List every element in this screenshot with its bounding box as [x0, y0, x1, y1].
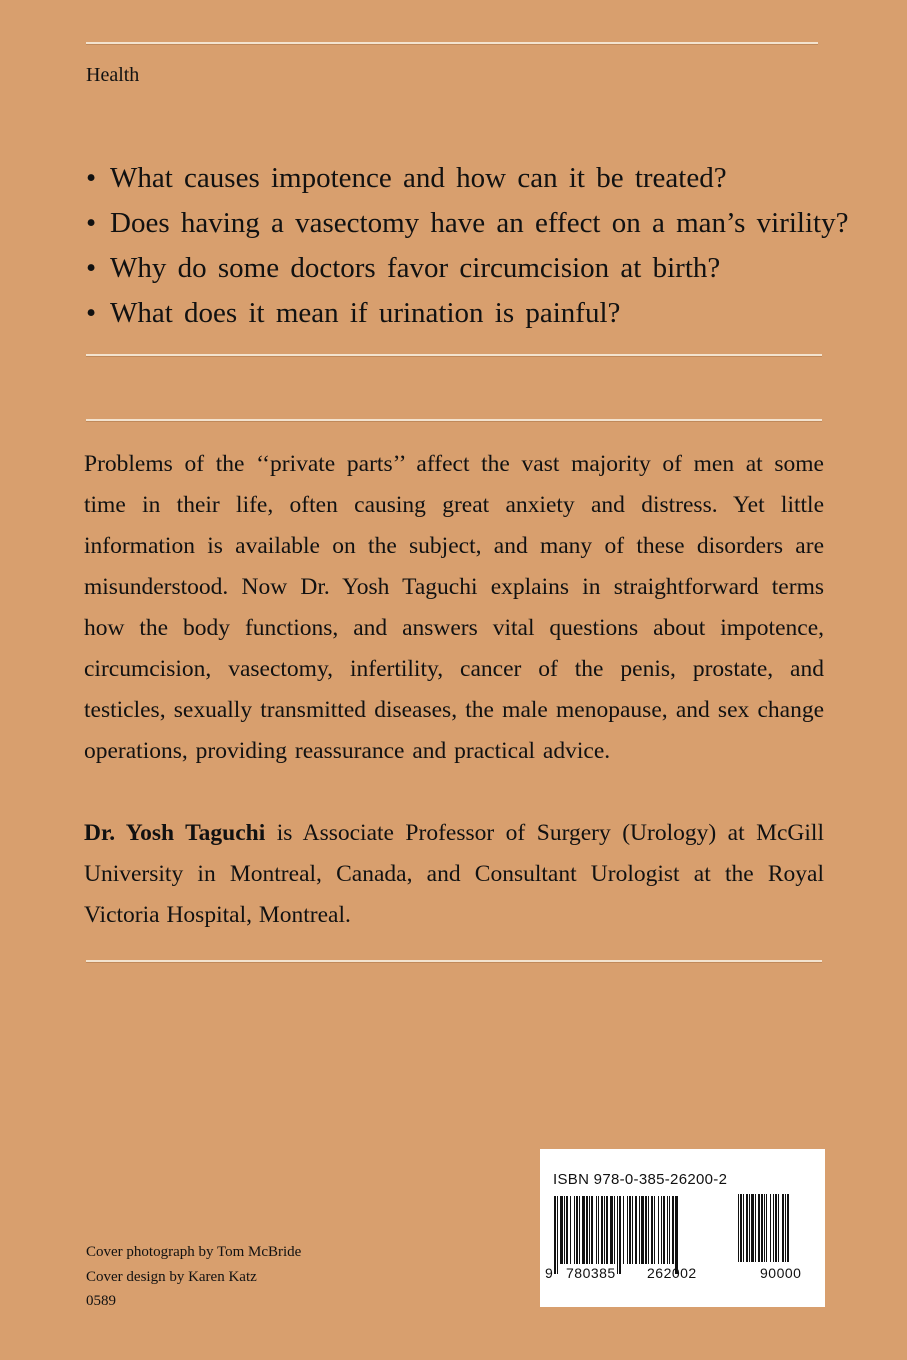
- barcode-addon-bar: [743, 1194, 744, 1262]
- barcode-bar: [641, 1196, 644, 1264]
- barcode-first-digit: 9: [545, 1265, 554, 1281]
- barcode-bar: [596, 1196, 597, 1264]
- category-label: Health: [86, 64, 140, 86]
- bullet-icon: •: [86, 162, 97, 194]
- isbn-label: ISBN 978-0-385-26200-2: [553, 1171, 728, 1188]
- description-top-rule: [86, 419, 822, 421]
- barcode-addon-bar: [755, 1194, 756, 1262]
- question-item: [86, 156, 826, 201]
- barcode-bar: [629, 1196, 631, 1264]
- questions-list: [86, 156, 849, 336]
- barcode-bar: [614, 1196, 615, 1264]
- question-item: [86, 291, 826, 336]
- question-text: Does having a vasectomy have an effect on a man’s virility?: [110, 207, 849, 239]
- barcode-addon-bar: [782, 1194, 784, 1262]
- barcode-addon-bar: [766, 1194, 767, 1262]
- cover-credits: [86, 1240, 301, 1314]
- barcode-bar: [654, 1196, 655, 1264]
- barcode-bar: [566, 1196, 568, 1264]
- barcode-bar: [648, 1196, 649, 1264]
- barcode-bar: [661, 1196, 662, 1264]
- question-text: What causes impotence and how can it be treated?: [110, 162, 727, 194]
- barcode-addon-bar: [740, 1194, 742, 1262]
- catalog-code: 0589: [86, 1293, 116, 1309]
- questions-bottom-rule: [86, 354, 822, 356]
- isbn-barcode: [540, 1149, 825, 1307]
- barcode-addon-bar: [773, 1194, 774, 1262]
- barcode-bar: [564, 1196, 565, 1264]
- barcode-bar: [570, 1196, 571, 1264]
- barcode-bar: [651, 1196, 653, 1264]
- bullet-icon: •: [86, 252, 97, 284]
- barcode-bar: [576, 1196, 578, 1264]
- barcode-addon-bar: [785, 1194, 786, 1262]
- barcode-addon-bar: [778, 1194, 779, 1262]
- author-name: Dr. Yosh Taguchi: [84, 820, 266, 846]
- question-text: What does it mean if urination is painful?: [110, 297, 621, 329]
- question-item: [86, 246, 826, 291]
- barcode-addon-bar: [775, 1194, 777, 1262]
- barcode-bar: [667, 1196, 668, 1264]
- barcode-bar: [591, 1196, 593, 1264]
- barcode-addon-bar: [758, 1194, 760, 1262]
- barcode-addon-bar: [738, 1194, 739, 1262]
- bio-bottom-rule: [86, 960, 822, 962]
- barcode-addon-bar: [746, 1194, 748, 1262]
- photo-credit: Cover photograph by Tom McBride: [86, 1244, 302, 1260]
- bullet-icon: •: [86, 297, 97, 329]
- barcode-bar: [560, 1196, 563, 1264]
- barcode-addon-bar: [749, 1194, 750, 1262]
- barcode-addon-bar: [761, 1194, 763, 1262]
- bullet-icon: •: [86, 207, 97, 239]
- barcode-addon-bar: [751, 1194, 754, 1262]
- barcode-left-digits: 780385: [566, 1265, 616, 1281]
- barcode-bar: [635, 1196, 637, 1264]
- barcode-bar: [604, 1196, 605, 1264]
- barcode-bar: [639, 1196, 640, 1264]
- barcode-bar: [554, 1196, 556, 1274]
- barcode-bar: [586, 1196, 588, 1264]
- author-bio: [84, 813, 824, 936]
- barcode-addon-bar: [787, 1194, 789, 1262]
- question-item: [86, 201, 849, 246]
- barcode-bar: [627, 1196, 628, 1264]
- barcode-bar: [658, 1196, 659, 1264]
- top-rule: [86, 42, 818, 44]
- book-description: Problems of the ‘‘private parts’’ affect the vast majority of men at some time in their life, often causing great anxiety and distress. Yet little information is available on the subject, and many of these disorders are misunderstood. Now Dr. Yosh Taguchi explains in straightforward terms how the body functions, and answers vital questions about impotence, circumcision, vasectomy, infertility, cancer of the penis, prostate, and testicles, sexually transmitted diseases, the male menopause, and sex change operations, providing reassurance and practical advice.: [84, 451, 824, 764]
- barcode-addon-bar: [764, 1194, 765, 1262]
- barcode-bar: [675, 1196, 678, 1274]
- barcode-bar: [601, 1196, 603, 1264]
- barcode-bar: [672, 1196, 674, 1264]
- barcode-bar: [645, 1196, 647, 1264]
- barcode-bar: [669, 1196, 670, 1264]
- barcode-addon-bar: [770, 1194, 771, 1262]
- barcode-bar: [617, 1196, 618, 1274]
- barcode-bar: [579, 1196, 580, 1264]
- design-credit: Cover design by Karen Katz: [86, 1268, 257, 1285]
- question-text: Why do some doctors favor circumcision at birth?: [110, 252, 721, 284]
- barcode-bar: [557, 1196, 558, 1274]
- barcode-addon-digits: 90000: [760, 1265, 802, 1281]
- barcode-bar: [606, 1196, 608, 1264]
- barcode-bar: [619, 1196, 621, 1274]
- barcode-bar: [610, 1196, 613, 1264]
- barcode-bar: [623, 1196, 624, 1264]
- barcode-right-digits: 262002: [647, 1265, 697, 1281]
- barcode-bars: [540, 1149, 825, 1307]
- barcode-bar: [598, 1196, 599, 1264]
- barcode-bar: [632, 1196, 633, 1264]
- author-bio-text: is Associate Professor of Surgery (Urology) at McGill University in Montreal, Canada, and Consultant Urologist at the Royal Victoria Hospital, Montreal.: [84, 820, 824, 928]
- barcode-bar: [582, 1196, 585, 1264]
- barcode-bar: [589, 1196, 590, 1264]
- barcode-bar: [663, 1196, 665, 1264]
- barcode-bar: [574, 1196, 575, 1264]
